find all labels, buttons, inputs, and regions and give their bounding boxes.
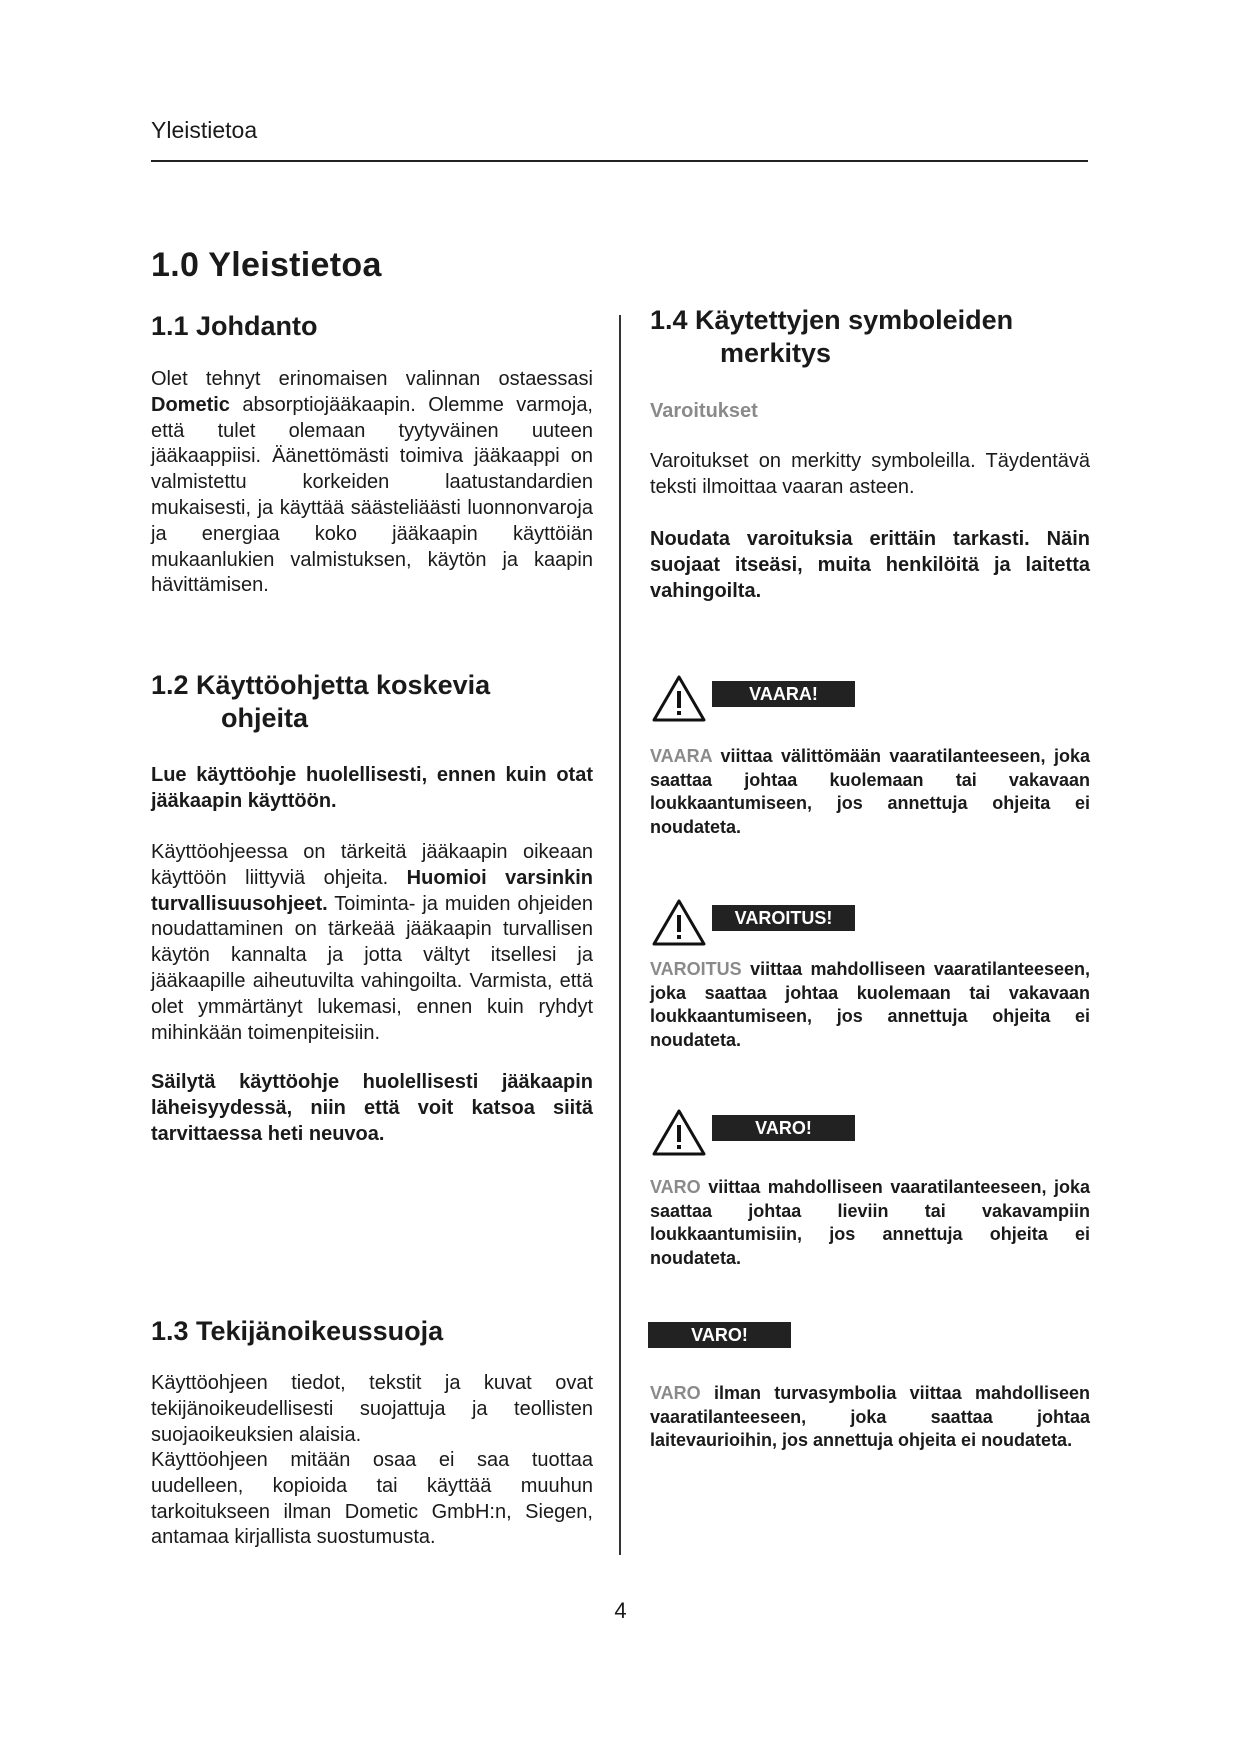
warning-sign	[652, 898, 855, 946]
copyright-paragraph-2: Käyttöohjeen mitään osaa ei saa tuottaa uudelleen, kopioida tai käyttää muuhun tarkoitukseen ilman Dometic GmbH:n, Siegen, antamaa kirjallista suostumusta.	[151, 1449, 593, 1549]
warning-text: VAROITUS viittaa mahdolliseen vaaratilanteeseen, joka saattaa johtaa kuolemaan tai vakavaan loukkaantumiseen, jos annettuja ohjeita ei noudateta.	[650, 959, 1090, 1050]
heading-1-3: 1.3 Tekijänoikeussuoja	[151, 1316, 444, 1346]
warning-triangle-icon	[652, 1108, 706, 1156]
warning-triangle-icon	[652, 674, 706, 722]
heading-1-4: 1.4 Käytettyjen symboleiden merkitys	[650, 305, 1014, 368]
warnings-instruction: Noudata varoituksia erittäin tarkasti. Näin suojaat itseäsi, muita henkilöitä ja laitetta vahingoilta.	[650, 528, 1090, 602]
read-manual-note: Lue käyttöohje huolellisesti, ennen kuin otat jääkaapin käyttöön.	[151, 764, 593, 812]
warnings-subheading: Varoitukset	[650, 400, 758, 422]
notice-text: VARO ilman turvasymbolia viittaa mahdolliseen vaaratilanteeseen, joka saattaa johtaa laitevaurioihin, jos annettuja ohjeita ei noudateta.	[650, 1383, 1090, 1450]
manual-info-paragraph: Käyttöohjeessa on tärkeitä jääkaapin oikeaan käyttöön liittyviä ohjeita. Huomioi varsinkin turvallisuusohjeet. Toiminta- ja muiden ohjeiden noudattaminen on tärkeää jääkaapin turvallisen käytön kannalta ja jotta vältyt itsellesi ja jääkaapille aiheutuvilta vahingoilta. Varmista, että olet ymmärtänyt lukemasi, ennen kuin ryhdyt mihinkään toimenpiteisiin.	[151, 841, 594, 1044]
heading-1-1: 1.1 Johdanto	[151, 311, 318, 341]
notice-badge: VARO!	[648, 1322, 791, 1348]
keep-manual-note: Säilytä käyttöohje huolellisesti jääkaapin läheisyydessä, niin että voit katsoa siitä tarvittaessa heti neuvoa.	[151, 1071, 593, 1145]
running-header: Yleistietoa	[151, 117, 258, 143]
column-divider	[619, 315, 621, 1555]
page-number: 4	[614, 1598, 627, 1623]
warning-triangle-icon	[652, 898, 706, 946]
warnings-intro: Varoitukset on merkitty symboleilla. Täydentävä teksti ilmoittaa vaaran asteen.	[650, 450, 1090, 498]
danger-text: VAARA viittaa välittömään vaaratilanteeseen, joka saattaa johtaa kuolemaan tai vakavaan loukkaantumiseen, jos annettuja ohjeita ei noudateta.	[650, 746, 1090, 837]
chapter-title: 1.0 Yleistietoa	[151, 246, 382, 284]
header-rule	[151, 160, 1088, 162]
copyright-paragraph-1: Käyttöohjeen tiedot, tekstit ja kuvat ovat tekijänoikeudellisesti suojattuja ja teollisten suojaoikeuksien alaisia.	[151, 1372, 593, 1446]
intro-paragraph: Olet tehnyt erinomaisen valinnan ostaessasi Dometic absorptiojääkaapin. Olemme varmoja, että tulet olemaan tyytyväinen uuteen jääkaappiisi. Äänettömästi toimiva jääkaappi on valmistettu korkeiden laatustandardien mukaisesti, ja käyttää säästeliäästi luonnonvaroja ja energiaa koko jääkaapin käyttöiän mukaanlukien valmistuksen, käytön ja kaapin hävittämisen.	[151, 368, 593, 597]
heading-1-2: 1.2 Käyttöohjetta koskevia ohjeita	[151, 670, 491, 733]
warning-badge: VAROITUS!	[712, 905, 855, 931]
danger-sign	[652, 674, 855, 722]
caution-sign	[652, 1108, 855, 1156]
danger-badge: VAARA!	[712, 681, 855, 707]
caution-badge: VARO!	[712, 1115, 855, 1141]
caution-text: VARO viittaa mahdolliseen vaaratilanteeseen, joka saattaa johtaa lieviin tai vakavampiin loukkaantumisiin, jos annettuja ohjeita ei noudateta.	[650, 1177, 1090, 1268]
